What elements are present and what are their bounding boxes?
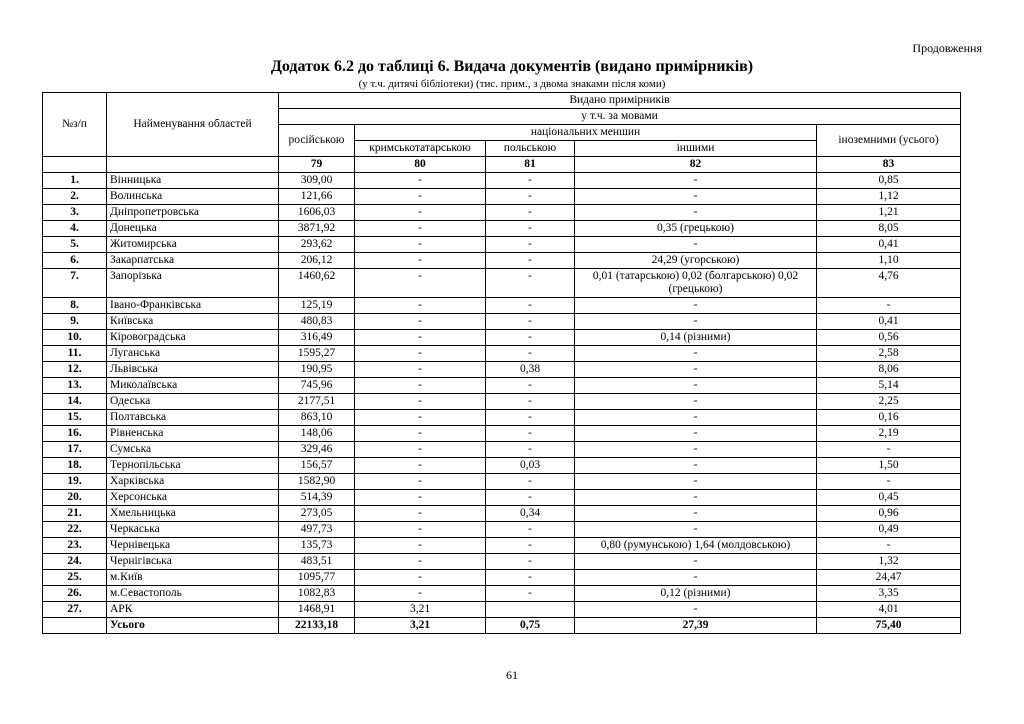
cell-crimean: -	[355, 314, 486, 330]
row-number: 21.	[43, 506, 107, 522]
region-name: АРК	[107, 602, 279, 618]
table-row	[43, 426, 961, 442]
region-name: Закарпатська	[107, 253, 279, 269]
cell-polish: 0,34	[486, 506, 575, 522]
cell-russian: 514,39	[279, 490, 355, 506]
continuation-label: Продовження	[912, 41, 982, 55]
header-other: іншими	[575, 141, 817, 157]
cell-foreign: 1,12	[817, 189, 961, 205]
cell-polish	[486, 602, 575, 618]
region-name: Тернопільська	[107, 458, 279, 474]
row-number: 3.	[43, 205, 107, 221]
cell-crimean: -	[355, 269, 486, 298]
total-polish: 0,75	[486, 618, 575, 634]
header-name: Найменування областей	[107, 93, 279, 157]
cell-polish: -	[486, 378, 575, 394]
cell-polish: -	[486, 330, 575, 346]
cell-foreign: 0,85	[817, 173, 961, 189]
header-by-lang: у т.ч. за мовами	[279, 109, 961, 125]
region-name: Київська	[107, 314, 279, 330]
colnum-empty	[107, 157, 279, 173]
cell-other: -	[575, 394, 817, 410]
region-name: Чернівецька	[107, 538, 279, 554]
cell-crimean: -	[355, 298, 486, 314]
table-row	[43, 490, 961, 506]
cell-crimean: -	[355, 490, 486, 506]
cell-other: -	[575, 442, 817, 458]
row-number: 10.	[43, 330, 107, 346]
cell-other: -	[575, 458, 817, 474]
header-no: №з/п	[43, 93, 107, 157]
header-russian: російською	[279, 125, 355, 157]
table-row	[43, 506, 961, 522]
cell-crimean: -	[355, 410, 486, 426]
region-name: Вінницька	[107, 173, 279, 189]
cell-foreign: 1,50	[817, 458, 961, 474]
table-row	[43, 237, 961, 253]
cell-foreign: -	[817, 298, 961, 314]
cell-foreign: 2,19	[817, 426, 961, 442]
row-number: 6.	[43, 253, 107, 269]
row-number: 20.	[43, 490, 107, 506]
cell-russian: 2177,51	[279, 394, 355, 410]
cell-other: -	[575, 378, 817, 394]
cell-foreign: -	[817, 474, 961, 490]
region-name: Хмельницька	[107, 506, 279, 522]
total-foreign: 75,40	[817, 618, 961, 634]
cell-russian: 121,66	[279, 189, 355, 205]
cell-crimean: -	[355, 362, 486, 378]
row-number: 16.	[43, 426, 107, 442]
cell-foreign: 1,32	[817, 554, 961, 570]
cell-other: -	[575, 506, 817, 522]
cell-polish: -	[486, 253, 575, 269]
cell-other: -	[575, 205, 817, 221]
cell-crimean: -	[355, 442, 486, 458]
cell-crimean: -	[355, 554, 486, 570]
row-number: 4.	[43, 221, 107, 237]
cell-polish: -	[486, 173, 575, 189]
row-number: 24.	[43, 554, 107, 570]
table-row	[43, 554, 961, 570]
region-name: Житомирська	[107, 237, 279, 253]
cell-crimean: -	[355, 253, 486, 269]
cell-crimean: -	[355, 522, 486, 538]
cell-crimean: -	[355, 237, 486, 253]
region-name: Рівненська	[107, 426, 279, 442]
row-number: 25.	[43, 570, 107, 586]
cell-polish: -	[486, 237, 575, 253]
cell-polish: -	[486, 442, 575, 458]
cell-polish: -	[486, 314, 575, 330]
row-number: 15.	[43, 410, 107, 426]
cell-foreign: 0,16	[817, 410, 961, 426]
cell-crimean: -	[355, 474, 486, 490]
cell-russian: 1468,91	[279, 602, 355, 618]
total-russian: 22133,18	[279, 618, 355, 634]
total-crimean: 3,21	[355, 618, 486, 634]
region-name: Львівська	[107, 362, 279, 378]
cell-polish: -	[486, 221, 575, 237]
cell-polish: -	[486, 410, 575, 426]
cell-russian: 1460,62	[279, 269, 355, 298]
cell-russian: 480,83	[279, 314, 355, 330]
region-name: Полтавська	[107, 410, 279, 426]
region-name: Чернігівська	[107, 554, 279, 570]
cell-foreign: 0,56	[817, 330, 961, 346]
cell-foreign: 4,76	[817, 269, 961, 298]
table-row	[43, 362, 961, 378]
cell-crimean: -	[355, 189, 486, 205]
row-number: 11.	[43, 346, 107, 362]
table-row	[43, 570, 961, 586]
cell-other: -	[575, 237, 817, 253]
cell-russian: 745,96	[279, 378, 355, 394]
region-name: Дніпропетровська	[107, 205, 279, 221]
cell-foreign: 3,35	[817, 586, 961, 602]
region-name: м.Севастополь	[107, 586, 279, 602]
cell-russian: 316,49	[279, 330, 355, 346]
cell-polish: -	[486, 474, 575, 490]
cell-foreign: 0,49	[817, 522, 961, 538]
row-number: 2.	[43, 189, 107, 205]
cell-crimean: -	[355, 538, 486, 554]
cell-russian: 309,00	[279, 173, 355, 189]
cell-foreign: 5,14	[817, 378, 961, 394]
cell-crimean: -	[355, 205, 486, 221]
cell-russian: 1606,03	[279, 205, 355, 221]
table-row	[43, 298, 961, 314]
table-row	[43, 474, 961, 490]
cell-foreign: 4,01	[817, 602, 961, 618]
region-name: Волинська	[107, 189, 279, 205]
cell-russian: 135,73	[279, 538, 355, 554]
cell-polish: -	[486, 570, 575, 586]
total-row	[43, 618, 961, 634]
cell-other: -	[575, 298, 817, 314]
page-number: 61	[506, 668, 518, 682]
table-row	[43, 346, 961, 362]
table-row	[43, 189, 961, 205]
colnum-80: 80	[355, 157, 486, 173]
region-name: Луганська	[107, 346, 279, 362]
table-row	[43, 378, 961, 394]
cell-russian: 273,05	[279, 506, 355, 522]
cell-crimean: -	[355, 346, 486, 362]
region-name: Донецька	[107, 221, 279, 237]
cell-other: -	[575, 173, 817, 189]
row-number: 8.	[43, 298, 107, 314]
cell-other: -	[575, 474, 817, 490]
row-number: 14.	[43, 394, 107, 410]
cell-polish: 0,38	[486, 362, 575, 378]
cell-other: -	[575, 426, 817, 442]
row-number: 7.	[43, 269, 107, 298]
cell-russian: 1082,83	[279, 586, 355, 602]
header-polish: польською	[486, 141, 575, 157]
row-number: 27.	[43, 602, 107, 618]
region-name: Херсонська	[107, 490, 279, 506]
cell-russian: 329,46	[279, 442, 355, 458]
cell-russian: 125,19	[279, 298, 355, 314]
cell-polish: 0,03	[486, 458, 575, 474]
header-crimean: кримськотатарською	[355, 141, 486, 157]
cell-foreign: 24,47	[817, 570, 961, 586]
cell-russian: 1582,90	[279, 474, 355, 490]
region-name: Харківська	[107, 474, 279, 490]
cell-foreign: 0,45	[817, 490, 961, 506]
row-number: 1.	[43, 173, 107, 189]
cell-other: -	[575, 410, 817, 426]
cell-other: -	[575, 362, 817, 378]
region-name: Миколаївська	[107, 378, 279, 394]
cell-foreign: 2,58	[817, 346, 961, 362]
cell-crimean: -	[355, 506, 486, 522]
cell-other: 0,01 (татарською) 0,02 (болгарською) 0,02 (грецькою)	[575, 269, 817, 298]
cell-polish: -	[486, 522, 575, 538]
cell-polish: -	[486, 346, 575, 362]
cell-crimean: -	[355, 378, 486, 394]
cell-crimean: -	[355, 221, 486, 237]
total-label: Усього	[107, 618, 279, 634]
table-row	[43, 173, 961, 189]
cell-foreign: 0,96	[817, 506, 961, 522]
table-row	[43, 458, 961, 474]
region-name: Сумська	[107, 442, 279, 458]
cell-russian: 497,73	[279, 522, 355, 538]
cell-crimean: -	[355, 330, 486, 346]
cell-russian: 1095,77	[279, 570, 355, 586]
cell-foreign: -	[817, 538, 961, 554]
row-number: 26.	[43, 586, 107, 602]
cell-crimean: 3,21	[355, 602, 486, 618]
cell-polish: -	[486, 394, 575, 410]
cell-russian: 1595,27	[279, 346, 355, 362]
cell-polish: -	[486, 205, 575, 221]
cell-crimean: -	[355, 570, 486, 586]
region-name: м.Київ	[107, 570, 279, 586]
cell-russian: 293,62	[279, 237, 355, 253]
colnum-empty	[43, 157, 107, 173]
cell-other: 0,12 (різними)	[575, 586, 817, 602]
cell-russian: 863,10	[279, 410, 355, 426]
row-number: 22.	[43, 522, 107, 538]
cell-foreign: 2,25	[817, 394, 961, 410]
cell-foreign: 0,41	[817, 237, 961, 253]
cell-foreign: 8,05	[817, 221, 961, 237]
row-number: 23.	[43, 538, 107, 554]
table-row	[43, 394, 961, 410]
page-subtitle: (у т.ч. дитячі бібліотеки) (тис. прим., з двома знаками після коми)	[358, 78, 666, 90]
cell-russian: 156,57	[279, 458, 355, 474]
data-table	[42, 92, 961, 634]
row-number: 18.	[43, 458, 107, 474]
colnum-83: 83	[817, 157, 961, 173]
table-row	[43, 330, 961, 346]
header-issued: Видано примірників	[279, 93, 961, 109]
region-name: Кіровоградська	[107, 330, 279, 346]
region-name: Черкаська	[107, 522, 279, 538]
cell-crimean: -	[355, 458, 486, 474]
table-row	[43, 253, 961, 269]
table-row	[43, 522, 961, 538]
row-number: 19.	[43, 474, 107, 490]
row-number: 9.	[43, 314, 107, 330]
cell-russian: 190,95	[279, 362, 355, 378]
header-national: національних меншин	[355, 125, 817, 141]
cell-other: 24,29 (угорською)	[575, 253, 817, 269]
cell-crimean: -	[355, 426, 486, 442]
row-number: 17.	[43, 442, 107, 458]
header-foreign: іноземними (усього)	[817, 125, 961, 157]
row-number: 12.	[43, 362, 107, 378]
cell-other: 0,35 (грецькою)	[575, 221, 817, 237]
row-number: 5.	[43, 237, 107, 253]
cell-other: -	[575, 189, 817, 205]
cell-russian: 3871,92	[279, 221, 355, 237]
cell-russian: 148,06	[279, 426, 355, 442]
cell-crimean: -	[355, 586, 486, 602]
cell-polish: -	[486, 426, 575, 442]
cell-polish: -	[486, 586, 575, 602]
table-row	[43, 602, 961, 618]
cell-polish: -	[486, 538, 575, 554]
table-row	[43, 314, 961, 330]
cell-foreign: 1,10	[817, 253, 961, 269]
colnum-82: 82	[575, 157, 817, 173]
cell-other: -	[575, 602, 817, 618]
colnum-81: 81	[486, 157, 575, 173]
cell-other: -	[575, 522, 817, 538]
table-row	[43, 410, 961, 426]
total-empty	[43, 618, 107, 634]
table-row	[43, 538, 961, 554]
region-name: Одеська	[107, 394, 279, 410]
table-row	[43, 269, 961, 298]
cell-crimean: -	[355, 173, 486, 189]
table-row	[43, 586, 961, 602]
cell-other: -	[575, 554, 817, 570]
cell-russian: 483,51	[279, 554, 355, 570]
cell-polish: -	[486, 490, 575, 506]
cell-other: -	[575, 490, 817, 506]
region-name: Івано-Франківська	[107, 298, 279, 314]
cell-other: 0,80 (румунською) 1,64 (молдовською)	[575, 538, 817, 554]
cell-foreign: 1,21	[817, 205, 961, 221]
colnum-79: 79	[279, 157, 355, 173]
row-number: 13.	[43, 378, 107, 394]
total-other: 27,39	[575, 618, 817, 634]
table-row	[43, 221, 961, 237]
cell-crimean: -	[355, 394, 486, 410]
cell-polish: -	[486, 269, 575, 298]
cell-polish: -	[486, 298, 575, 314]
cell-other: -	[575, 346, 817, 362]
table-row	[43, 442, 961, 458]
cell-other: 0,14 (різними)	[575, 330, 817, 346]
cell-other: -	[575, 570, 817, 586]
cell-foreign: 8,06	[817, 362, 961, 378]
cell-polish: -	[486, 189, 575, 205]
table-row	[43, 205, 961, 221]
cell-foreign: 0,41	[817, 314, 961, 330]
cell-polish: -	[486, 554, 575, 570]
cell-other: -	[575, 314, 817, 330]
page-title: Додаток 6.2 до таблиці 6. Видача документів (видано примірників)	[270, 58, 754, 75]
region-name: Запорізька	[107, 269, 279, 298]
cell-foreign: -	[817, 442, 961, 458]
cell-russian: 206,12	[279, 253, 355, 269]
